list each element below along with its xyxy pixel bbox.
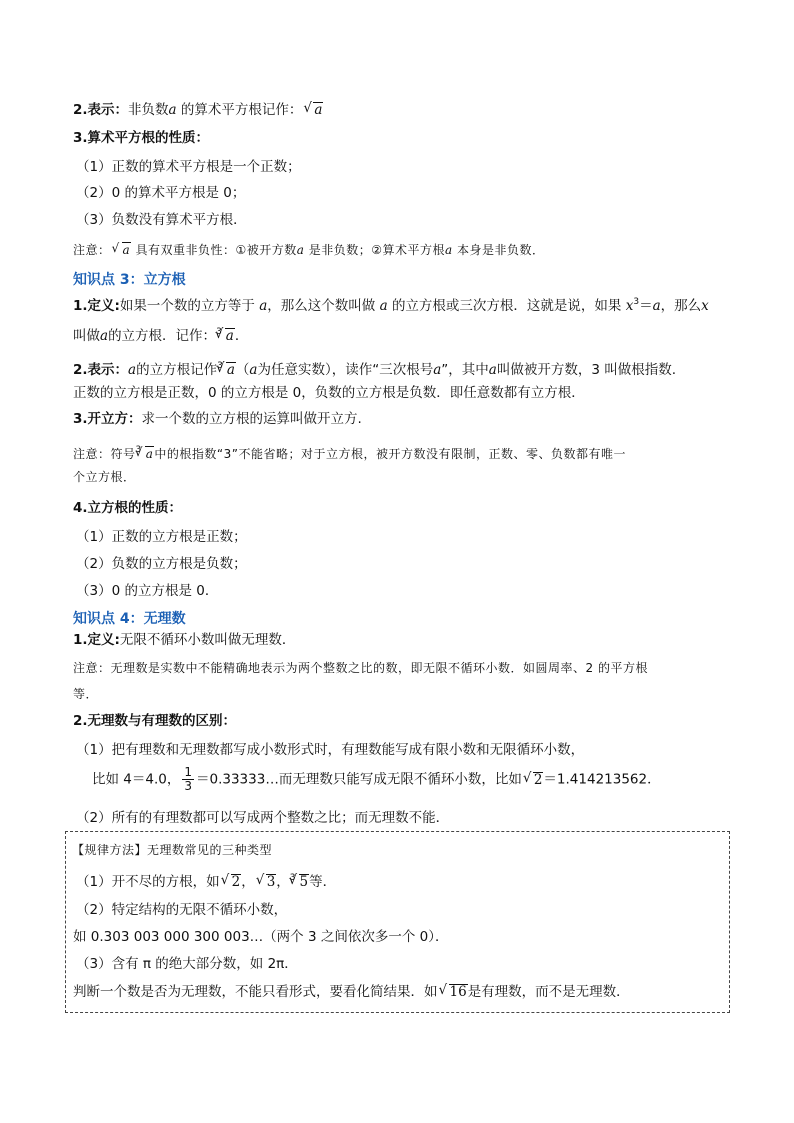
var: x (701, 298, 709, 314)
cube-root-representation (73, 356, 676, 380)
var: a (296, 243, 305, 257)
difference-example (92, 766, 661, 793)
var: x (625, 298, 634, 314)
cube-root-note-line2: 个立方根． (73, 470, 136, 484)
irrational-note-line2: 等． (73, 687, 99, 701)
text: 判断一个数是否为无理数，不能只看形式，要看化简结果．如 (73, 984, 438, 1000)
text: 的立方根．记作： (108, 328, 217, 344)
text: 是有理数，而不是无理数． (467, 984, 630, 1000)
cube-root-symbol (135, 444, 155, 464)
root-index: 3 (216, 327, 222, 337)
denominator: 3 (184, 779, 192, 793)
method-type-1 (76, 868, 336, 892)
text: 叫做被开方数，3 叫做根指数. (496, 362, 676, 378)
section-heading-cube-root: 知识点 3：立方根 (73, 272, 186, 288)
method-conclusion (73, 982, 630, 1002)
radicand: 2 (533, 771, 543, 788)
radicand: a (226, 362, 235, 378)
text: ”，其中 (441, 362, 489, 378)
label: 2.表示： (73, 102, 129, 118)
text: 本身是非负数． (457, 243, 545, 257)
text: 求一个数的立方根的运算叫做开立方. (141, 411, 362, 427)
sqrt-property-1: （1）正数的算术平方根是一个正数； (76, 159, 301, 175)
text: ， (276, 874, 290, 890)
text: 如果一个数的立方等于 (119, 298, 255, 314)
text: 无限不循环小数叫做无理数． (119, 632, 296, 648)
text: 注意：符号 (73, 447, 136, 461)
sqrt-note (73, 240, 545, 260)
numerator: 1 (184, 765, 192, 779)
text: 的立方根或三次方根．这就是说，如果 (391, 298, 622, 314)
text: 的立方根记作 (136, 362, 218, 378)
sqrt-symbol (303, 100, 323, 120)
cube-root-extraction (73, 409, 362, 429)
root-index: 3 (135, 445, 142, 455)
irrational-difference-title: 2.无理数与有理数的区别： (73, 713, 237, 729)
sqrt-symbol (439, 982, 468, 1002)
text: 中的根指数“3”不能省略；对于立方根，被开方数没有限制，正数、零、负数都有唯一 (154, 447, 626, 461)
radicand: a (145, 447, 154, 461)
text: ，那么这个数叫做 (267, 298, 376, 314)
radicand: a (225, 328, 234, 344)
var: a (100, 328, 109, 344)
sqrt-representation (73, 100, 323, 120)
text: 非负数 (128, 102, 169, 118)
sqrt-property-3: （3）负数没有算术平方根． (76, 212, 247, 228)
section-heading-irrational: 知识点 4：无理数 (73, 611, 186, 627)
sqrt-symbol (112, 240, 132, 260)
exponent: 3 (633, 297, 640, 307)
var: a (433, 362, 442, 378)
radicand: 5 (299, 874, 309, 890)
cube-root-symbol (289, 872, 310, 892)
cube-root-definition (73, 292, 709, 316)
method-type-2: （2）特定结构的无限不循环小数， (76, 902, 288, 918)
text: ＝1.414213562． (543, 771, 661, 788)
text: ， (241, 874, 255, 890)
radicand: 2 (231, 874, 241, 890)
sqrt-symbol (256, 872, 277, 892)
var: a (249, 362, 258, 378)
label: 1.定义: (73, 632, 120, 648)
var: a (379, 298, 388, 314)
text: ＝ (639, 298, 653, 314)
fraction-one-third (182, 766, 194, 793)
text: 比如 4＝4.0， (92, 771, 181, 788)
var: a (652, 298, 661, 314)
difference-item-1: （1）把有理数和无理数都写成小数形式时，有理数能写成有限小数和无限循环小数， (76, 742, 585, 758)
cube-root-representation-line2: 正数的立方根是正数，0 的立方根是 0，负数的立方根是负数．即任意数都有立方根． (73, 385, 585, 401)
sqrt-symbol (221, 872, 242, 892)
sqrt-symbol (523, 770, 544, 790)
method-type-2-example: 如 0.303 003 000 300 003…（两个 3 之间依次多一个 0）． (73, 929, 449, 945)
sqrt-properties-title: 3.算术平方根的性质： (73, 130, 210, 146)
label: 注意： (73, 243, 111, 257)
text: （ (235, 362, 250, 378)
var: a (259, 298, 268, 314)
var: a (488, 362, 497, 378)
root-index: 3 (217, 361, 223, 371)
var: a (128, 362, 137, 378)
text: 叫做 (73, 328, 100, 344)
label: 1.定义: (73, 298, 120, 314)
cube-root-symbol (216, 360, 236, 380)
radicand: a (122, 243, 131, 257)
text: 是非负数；②算术平方根 (308, 243, 446, 257)
difference-item-2: （2）所有的有理数都可以写成两个整数之比；而无理数不能． (76, 810, 450, 826)
label: 3.开立方： (73, 411, 142, 427)
cube-root-property-1: （1）正数的立方根是正数； (76, 529, 247, 545)
radicand: 16 (449, 984, 467, 1000)
var: a (168, 102, 177, 118)
text: 等． (309, 874, 337, 890)
cube-root-properties-title: 4.立方根的性质： (73, 500, 183, 516)
text: （1）开不尽的方根，如 (76, 874, 220, 890)
cube-root-definition-line2 (73, 322, 248, 346)
method-box-title: 【规律方法】无理数常见的三种类型 (72, 843, 273, 857)
radicand: 3 (266, 874, 276, 890)
radicand: a (314, 102, 323, 118)
cube-root-symbol (215, 326, 235, 346)
root-index: 3 (289, 873, 296, 883)
cube-root-property-3: （3）0 的立方根是 0． (76, 583, 219, 599)
text: 为任意实数），读作“三次根号 (257, 362, 434, 378)
cube-root-property-2: （2）负数的立方根是负数； (76, 556, 247, 572)
method-type-3: （3）含有 π 的绝大部分数，如 2π． (76, 956, 298, 972)
text: 的算术平方根记作： (176, 102, 303, 118)
sqrt-property-2: （2）0 的算术平方根是 0； (76, 185, 246, 201)
label: 2.表示： (73, 362, 129, 378)
irrational-note: 注意：无理数是实数中不能精确地表示为两个整数之比的数，即无限不循环小数．如圆周率、2 的平方根 (73, 661, 648, 675)
text: 具有双重非负性：①被开方数 (135, 243, 297, 257)
text: ． (234, 328, 249, 344)
irrational-definition (73, 630, 295, 650)
text: ，那么 (660, 298, 702, 314)
var: a (445, 243, 453, 257)
text: ＝0.33333…而无理数只能写成无限不循环小数，比如 (196, 771, 522, 788)
cube-root-note (73, 440, 626, 464)
